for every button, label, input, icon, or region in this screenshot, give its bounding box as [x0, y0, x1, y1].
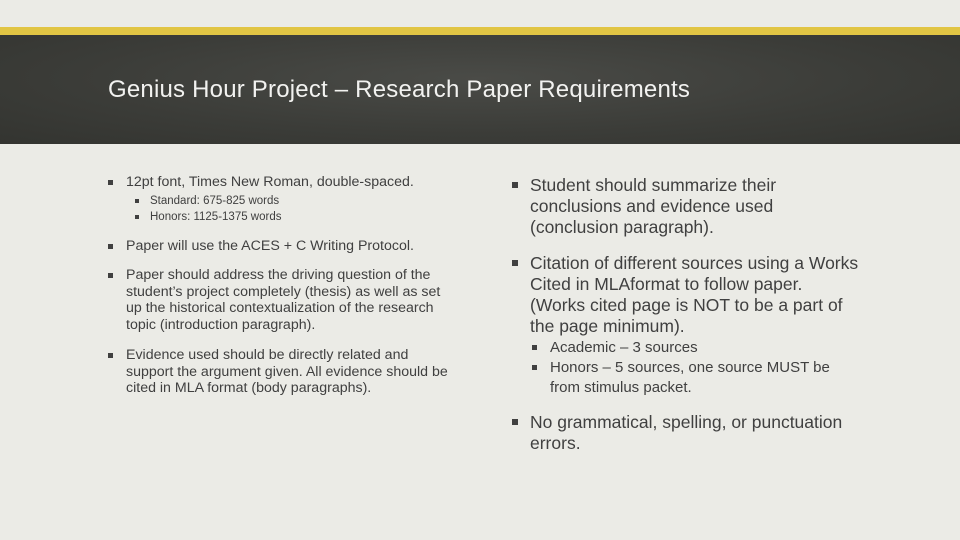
bullet-text: Student should summarize their conclusions and evidence used (conclusion paragraph). [530, 175, 777, 237]
square-bullet-icon [108, 273, 113, 278]
sub-bullet-text: Honors – 5 sources, one source MUST be from stimulus packet. [550, 359, 830, 396]
sub-bullet-text: Academic – 3 sources [550, 339, 698, 356]
sub-bullet-text: Honors: 1125-1375 words [150, 211, 282, 223]
sub-bullet-honors [135, 209, 458, 226]
square-bullet-icon [512, 419, 518, 425]
bullet-item-font [108, 174, 458, 191]
right-column [512, 175, 862, 454]
sub-bullet-honors-sources [532, 358, 862, 398]
square-bullet-icon [135, 215, 139, 219]
square-bullet-icon [108, 244, 113, 249]
bullet-item-thesis [108, 267, 458, 333]
bullet-text: Paper should address the driving question of the student’s project completely (thesis) as well as set up the historical contextualization of the research topic (introduction paragraph). [126, 267, 441, 333]
sub-bullet-standard [135, 193, 458, 210]
slide-title: Genius Hour Project – Research Paper Requirements [108, 76, 691, 103]
sub-bullet-academic [532, 338, 862, 358]
bullet-text: Paper will use the ACES + C Writing Protocol. [126, 237, 414, 254]
bullet-item-conclusion [512, 175, 862, 238]
square-bullet-icon [512, 182, 518, 188]
square-bullet-icon [532, 345, 537, 350]
square-bullet-icon [108, 353, 113, 358]
square-bullet-icon [108, 180, 113, 185]
bullet-item-grammar [512, 412, 862, 454]
square-bullet-icon [532, 365, 537, 370]
bullet-item-evidence [108, 347, 458, 397]
bullet-item-citation [512, 253, 862, 337]
bullet-item-protocol [108, 238, 458, 255]
sub-bullet-text: Standard: 675-825 words [150, 194, 280, 207]
bullet-text: Evidence used should be directly related and support the argument given. All evidence should be cited in MLA format (body paragraphs). [126, 347, 448, 396]
square-bullet-icon [512, 260, 518, 266]
bullet-text: Citation of different sources using a Works Cited in MLAformat to follow paper. (Works cited page is NOT to be a part of the page minimum). [530, 253, 859, 336]
bullet-text: 12pt font, Times New Roman, double-spaced. [126, 174, 414, 190]
bullet-text: No grammatical, spelling, or punctuation errors. [530, 412, 843, 453]
accent-bar [0, 27, 960, 35]
left-column [108, 174, 458, 397]
square-bullet-icon [135, 199, 139, 203]
